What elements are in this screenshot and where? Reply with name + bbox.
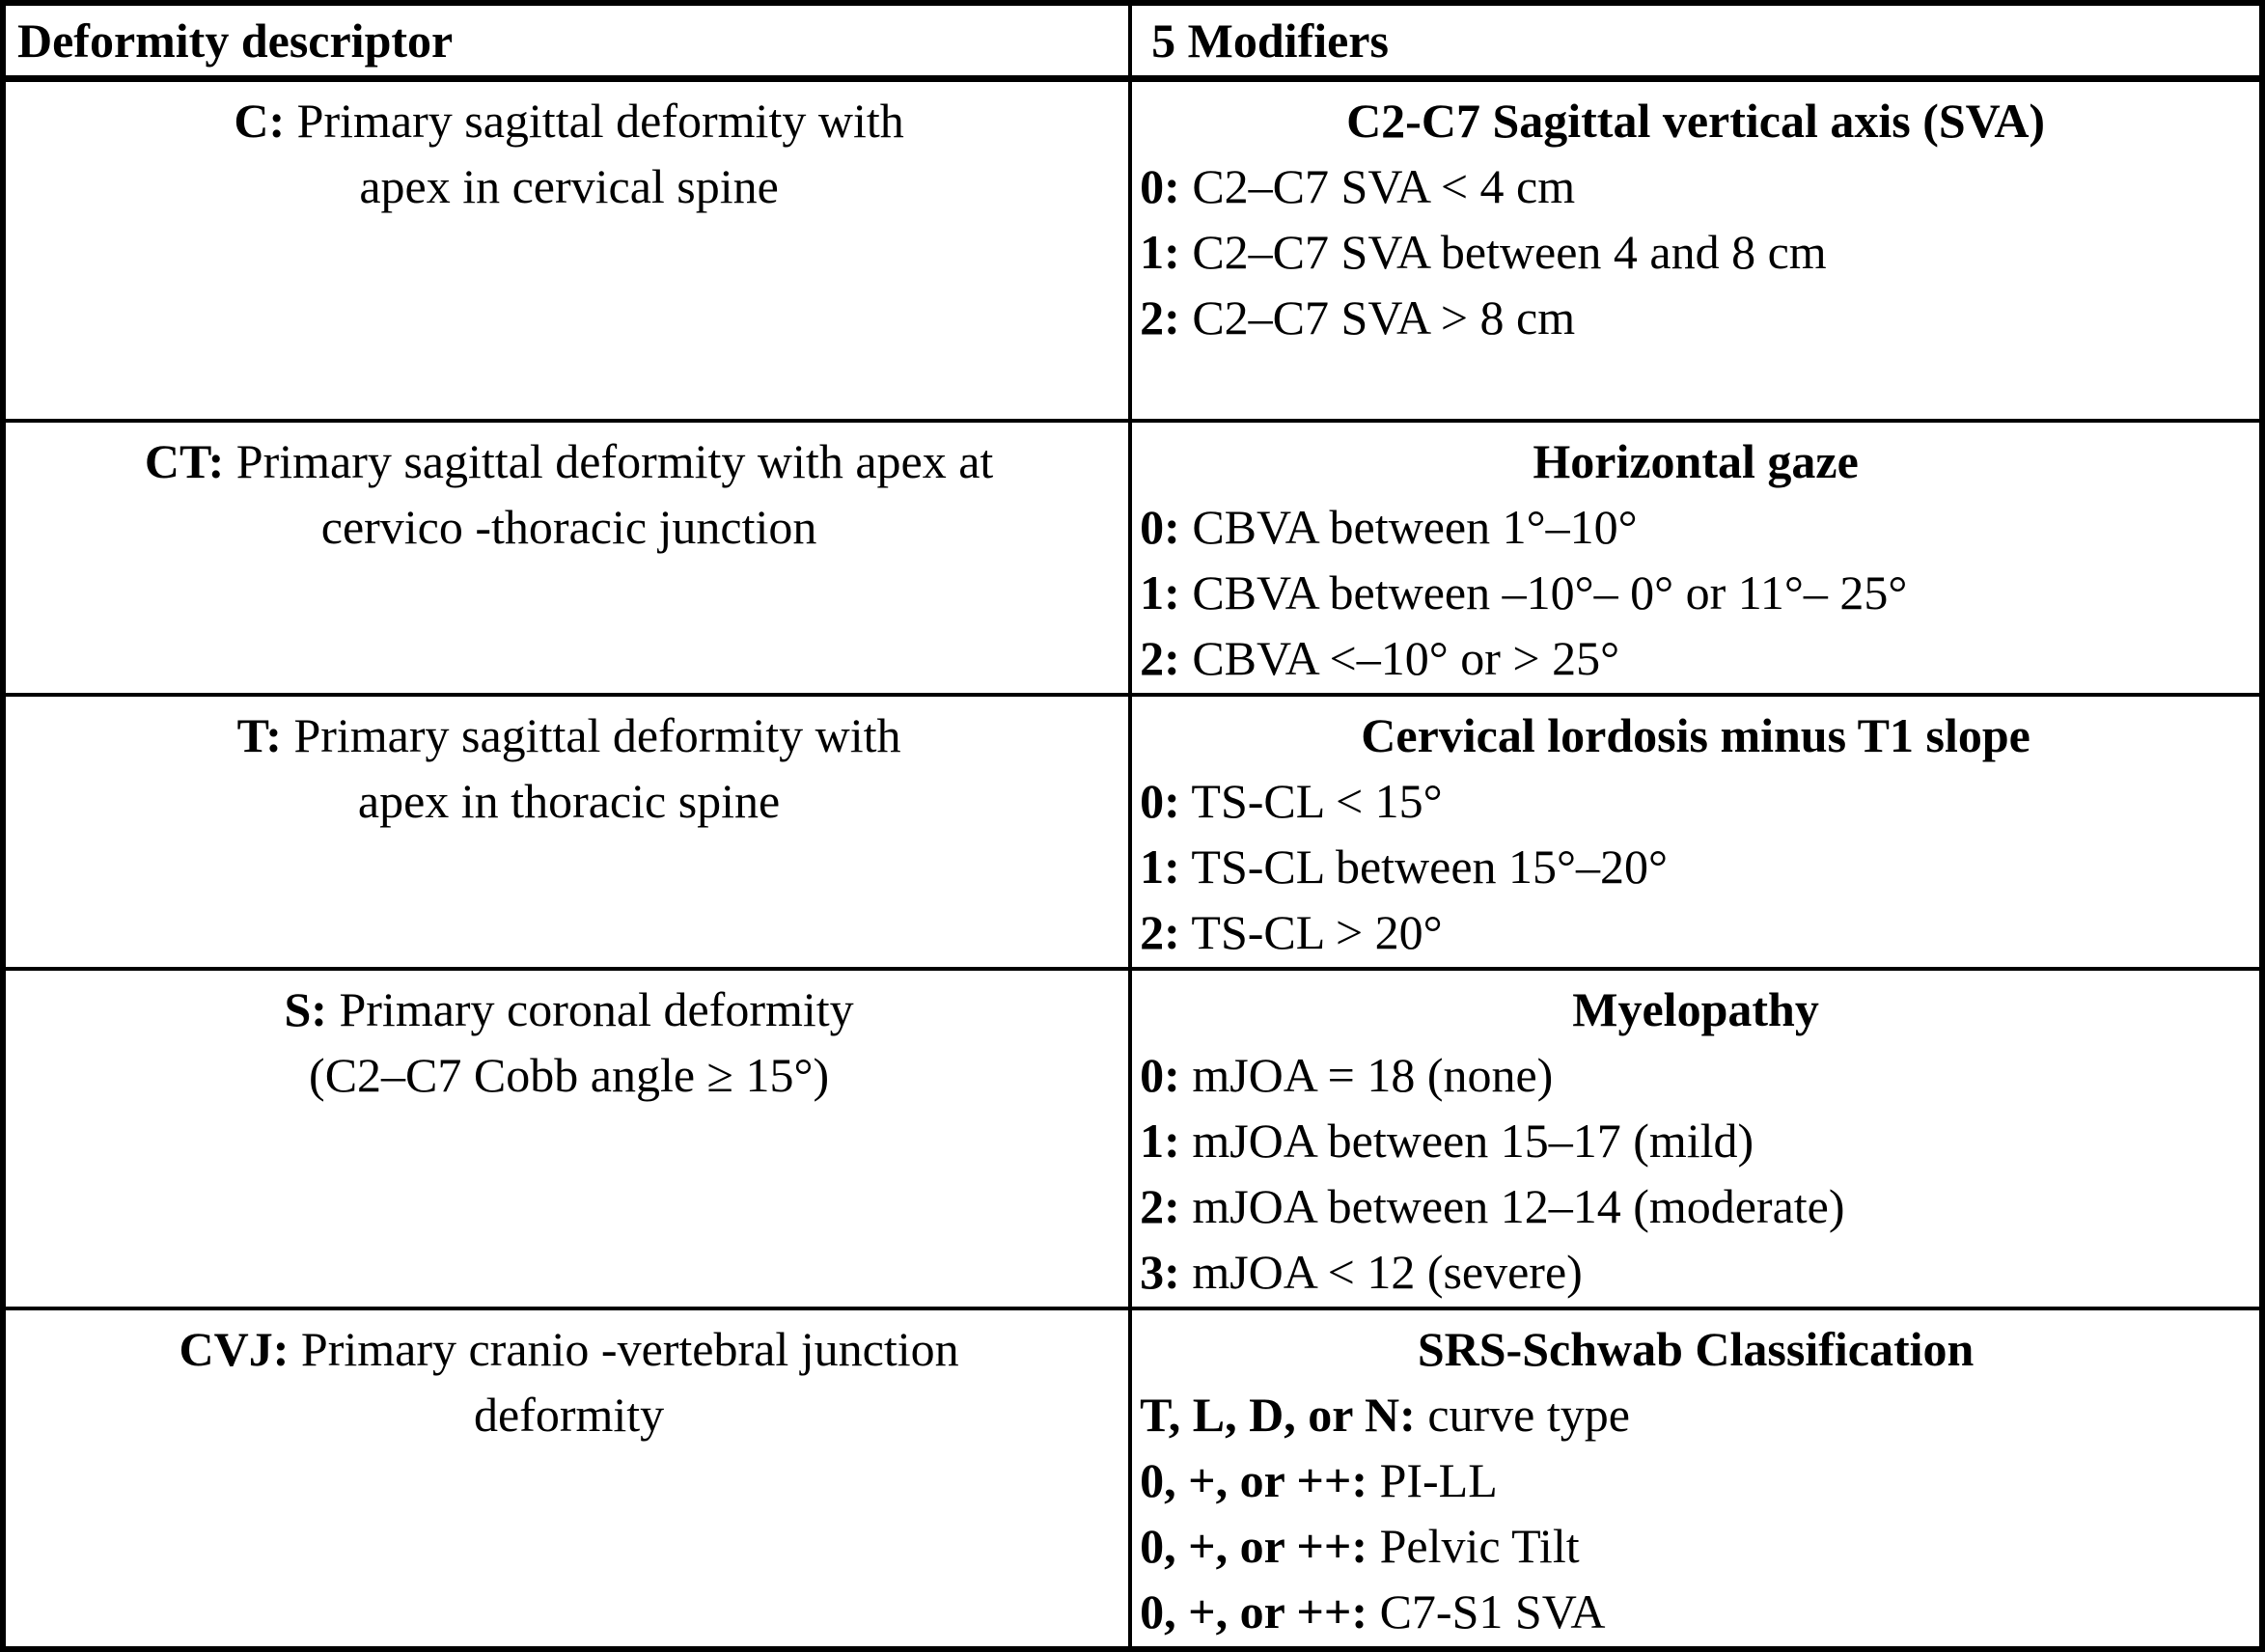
modifier-item-text: C2–C7 SVA < 4 cm [1192, 159, 1576, 213]
modifier-item [1140, 1513, 2251, 1579]
modifier-item-text: mJOA < 12 (severe) [1192, 1244, 1583, 1299]
modifier-cell-myelopathy [1130, 969, 2262, 1308]
modifier-item [1140, 1447, 2251, 1513]
modifier-item [1140, 1382, 2251, 1447]
modifier-item-prefix: 0, +, or ++: [1140, 1583, 1368, 1638]
modifier-item-prefix: 2: [1140, 290, 1180, 344]
modifier-item [1140, 834, 2251, 899]
modifier-title: Myelopathy [1572, 981, 1819, 1036]
modifier-item-text: C2–C7 SVA between 4 and 8 cm [1192, 225, 1827, 279]
modifier-item-text: CBVA <–10° or > 25° [1192, 630, 1620, 685]
modifier-item-text: TS-CL < 15° [1191, 773, 1443, 828]
modifier-item [1140, 899, 2251, 965]
descriptor-prefix: CVJ: [179, 1321, 290, 1376]
modifier-item-text: mJOA between 12–14 (moderate) [1192, 1178, 1845, 1233]
descriptor-cell-cvj [3, 1308, 1130, 1649]
modifier-item-text: mJOA between 15–17 (mild) [1192, 1113, 1754, 1168]
modifier-item [1140, 1108, 2251, 1173]
descriptor-line1: Primary sagittal deformity with [296, 94, 904, 148]
descriptor-prefix: S: [284, 981, 327, 1036]
modifier-item-text: TS-CL between 15°–20° [1191, 839, 1669, 894]
descriptor-line1: Primary sagittal deformity with [293, 707, 901, 762]
modifier-title: SRS-Schwab Classification [1417, 1321, 1975, 1376]
modifier-item-text: CBVA between 1°–10° [1192, 499, 1638, 554]
descriptor-line1: Primary sagittal deformity with apex at [235, 433, 994, 488]
modifier-item-prefix: 0, +, or ++: [1140, 1452, 1368, 1507]
modifier-item [1140, 1239, 2251, 1305]
descriptor-prefix: CT: [144, 433, 225, 488]
modifier-title: C2-C7 Sagittal vertical axis (SVA) [1346, 94, 2046, 148]
modifier-item-prefix: 3: [1140, 1244, 1180, 1299]
descriptor-line2: cervico -thoracic junction [320, 499, 817, 554]
descriptor-cell-s [3, 969, 1130, 1308]
modifier-item-prefix: 0: [1140, 159, 1180, 213]
modifier-item-text: mJOA = 18 (none) [1192, 1047, 1554, 1102]
modifier-item-text: Pelvic Tilt [1379, 1518, 1580, 1573]
modifier-item-text: C2–C7 SVA > 8 cm [1192, 290, 1576, 344]
descriptor-line1: Primary cranio -vertebral junction [300, 1321, 959, 1376]
table-row-s [3, 969, 2262, 1308]
modifier-item-text: C7-S1 SVA [1379, 1583, 1606, 1638]
modifier-item-prefix: 2: [1140, 1178, 1180, 1233]
modifier-item-prefix: 1: [1140, 225, 1180, 279]
header-5-modifiers: 5 Modifiers [1130, 3, 2262, 79]
descriptor-cell-t [3, 695, 1130, 969]
modifier-cell-srs-schwab [1130, 1308, 2262, 1649]
modifier-item-prefix: 0, +, or ++: [1140, 1518, 1368, 1573]
modifier-item [1140, 1042, 2251, 1108]
modifier-item-text: curve type [1427, 1387, 1630, 1442]
modifier-item [1140, 1579, 2251, 1644]
modifier-item-prefix: 0: [1140, 1047, 1180, 1102]
table-row-cvj [3, 1308, 2262, 1649]
descriptor-prefix: C: [234, 94, 286, 148]
modifier-item-prefix: T, L, D, or N: [1140, 1387, 1416, 1442]
modifier-item-text: TS-CL > 20° [1191, 904, 1443, 959]
modifier-item-prefix: 1: [1140, 1113, 1180, 1168]
modifier-item-text: PI-LL [1379, 1452, 1498, 1507]
table-header-row [3, 3, 2262, 79]
modifier-item [1140, 494, 2251, 560]
descriptor-cell-c [3, 79, 1130, 421]
descriptor-line2: apex in cervical spine [359, 159, 779, 213]
descriptor-line1: Primary coronal deformity [339, 981, 854, 1036]
modifier-item-prefix: 1: [1140, 839, 1180, 894]
modifier-item [1140, 560, 2251, 625]
modifier-item-prefix: 2: [1140, 904, 1180, 959]
modifier-item [1140, 153, 2251, 219]
modifier-title: Cervical lordosis minus T1 slope [1361, 707, 2030, 762]
table-row-t [3, 695, 2262, 969]
descriptor-prefix: T: [236, 707, 282, 762]
descriptor-line2: (C2–C7 Cobb angle ≥ 15°) [309, 1047, 830, 1102]
modifier-cell-sva [1130, 79, 2262, 421]
modifier-title: Horizontal gaze [1533, 433, 1859, 488]
modifier-item [1140, 1173, 2251, 1239]
modifier-cell-horizontal-gaze [1130, 421, 2262, 695]
descriptor-line2: apex in thoracic spine [357, 773, 781, 828]
modifier-item [1140, 285, 2251, 350]
modifier-item [1140, 219, 2251, 285]
modifier-item-prefix: 0: [1140, 499, 1180, 554]
header-deformity-descriptor: Deformity descriptor [3, 3, 1130, 79]
modifier-item-prefix: 2: [1140, 630, 1180, 685]
descriptor-cell-ct [3, 421, 1130, 695]
table-row-ct [3, 421, 2262, 695]
descriptor-line2: deformity [473, 1387, 665, 1442]
table-row-c [3, 79, 2262, 421]
modifier-cell-ts-cl [1130, 695, 2262, 969]
modifier-item-prefix: 1: [1140, 564, 1180, 620]
modifier-item-text: CBVA between –10°– 0° or 11°– 25° [1192, 564, 1908, 620]
modifier-item-prefix: 0: [1140, 773, 1180, 828]
modifier-item [1140, 625, 2251, 691]
modifier-item [1140, 768, 2251, 834]
